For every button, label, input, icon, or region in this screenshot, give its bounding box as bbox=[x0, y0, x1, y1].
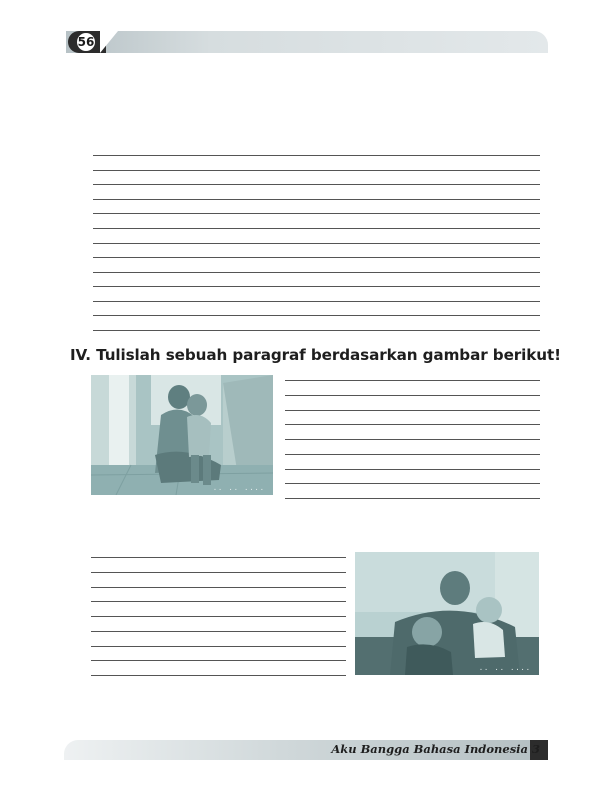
photo-date-stamp: ·· ·· ···· bbox=[212, 486, 265, 494]
writing-line bbox=[285, 454, 540, 455]
writing-line bbox=[93, 257, 540, 258]
writing-line bbox=[93, 243, 540, 244]
writing-line bbox=[285, 469, 540, 470]
writing-line bbox=[285, 483, 540, 484]
writing-line bbox=[93, 315, 540, 316]
writing-lines-top[interactable] bbox=[93, 155, 540, 330]
writing-line bbox=[91, 646, 346, 647]
writing-line bbox=[93, 228, 540, 229]
writing-line bbox=[285, 498, 540, 499]
photo-father-and-children bbox=[355, 552, 539, 675]
writing-line bbox=[91, 675, 346, 676]
writing-line bbox=[93, 184, 540, 185]
writing-line bbox=[91, 616, 346, 617]
photo-mother-and-child-image bbox=[91, 375, 273, 495]
writing-line bbox=[91, 587, 346, 588]
writing-line bbox=[93, 330, 540, 331]
writing-line bbox=[91, 601, 346, 602]
writing-lines-photo1[interactable] bbox=[285, 380, 540, 498]
writing-line bbox=[91, 631, 346, 632]
writing-line bbox=[285, 395, 540, 396]
photo-date-stamp: ·· ·· ···· bbox=[478, 666, 531, 674]
writing-lines-photo2[interactable] bbox=[91, 557, 346, 675]
photo-mother-and-child bbox=[91, 375, 273, 495]
writing-line bbox=[93, 286, 540, 287]
header-band bbox=[66, 31, 548, 53]
writing-line bbox=[93, 213, 540, 214]
writing-line bbox=[285, 424, 540, 425]
writing-line bbox=[93, 301, 540, 302]
writing-line bbox=[91, 660, 346, 661]
writing-line bbox=[285, 410, 540, 411]
footer-book-title: Aku Bangga Bahasa Indonesia 3 bbox=[331, 742, 540, 756]
writing-line bbox=[93, 272, 540, 273]
page-number: 56 bbox=[76, 32, 96, 52]
writing-line bbox=[91, 557, 346, 558]
writing-line bbox=[285, 439, 540, 440]
writing-line bbox=[93, 170, 540, 171]
writing-line bbox=[93, 155, 540, 156]
writing-line bbox=[91, 572, 346, 573]
section-heading: IV. Tulislah sebuah paragraf berdasarkan gambar berikut! bbox=[70, 346, 561, 364]
writing-line bbox=[93, 199, 540, 200]
writing-line bbox=[285, 380, 540, 381]
photo-father-and-children-image bbox=[355, 552, 539, 675]
